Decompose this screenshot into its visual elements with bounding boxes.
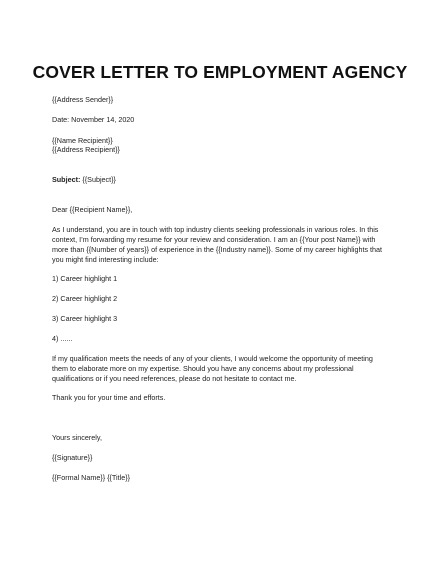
subject-line (52, 175, 116, 185)
formal-name-title: {{Formal Name}} {{Title}} (52, 473, 131, 482)
closing-line: them to elaborate more on my expertise. Should you have any concerns about my professional (52, 364, 354, 373)
greeting: Dear {{Recipient Name}}, (52, 205, 133, 214)
sender-address: {{Address Sender}} (52, 95, 114, 104)
recipient-name: {{Name Recipient}} (52, 136, 113, 145)
subject-value: {{Subject}} (80, 175, 116, 184)
closing-line: qualifications or if you need references, please do not hesitate to contact me. (52, 374, 297, 383)
intro-line: As I understand, you are in touch with top industry clients seeking professionals in various roles. In this (52, 225, 379, 234)
career-highlight: 2) Career highlight 2 (52, 294, 118, 303)
career-highlight: 3) Career highlight 3 (52, 314, 118, 323)
career-highlight: 4) ...... (52, 334, 73, 343)
closing-line: If my qualification meets the needs of any of your clients, I would welcome the opportunity of meeting (52, 354, 373, 363)
sign-off: Yours sincerely, (52, 433, 102, 442)
intro-line: context, I’m forwarding my resume for your review and consideration. I am an {{Your post Name}} with (52, 235, 376, 244)
letter-date: Date: November 14, 2020 (52, 115, 135, 124)
subject-label: Subject: (52, 175, 81, 184)
intro-line: you might find interesting include: (52, 255, 159, 264)
signature-placeholder: {{Signature}} (52, 453, 93, 462)
thanks-line: Thank you for your time and efforts. (52, 393, 166, 402)
page-title: COVER LETTER TO EMPLOYMENT AGENCY (32, 62, 408, 82)
recipient-address: {{Address Recipient}} (52, 145, 120, 154)
intro-line: more than {{Number of years}} of experience in the {{Industry name}}. Some of my career highlights that (52, 245, 383, 254)
career-highlight: 1) Career highlight 1 (52, 274, 118, 283)
